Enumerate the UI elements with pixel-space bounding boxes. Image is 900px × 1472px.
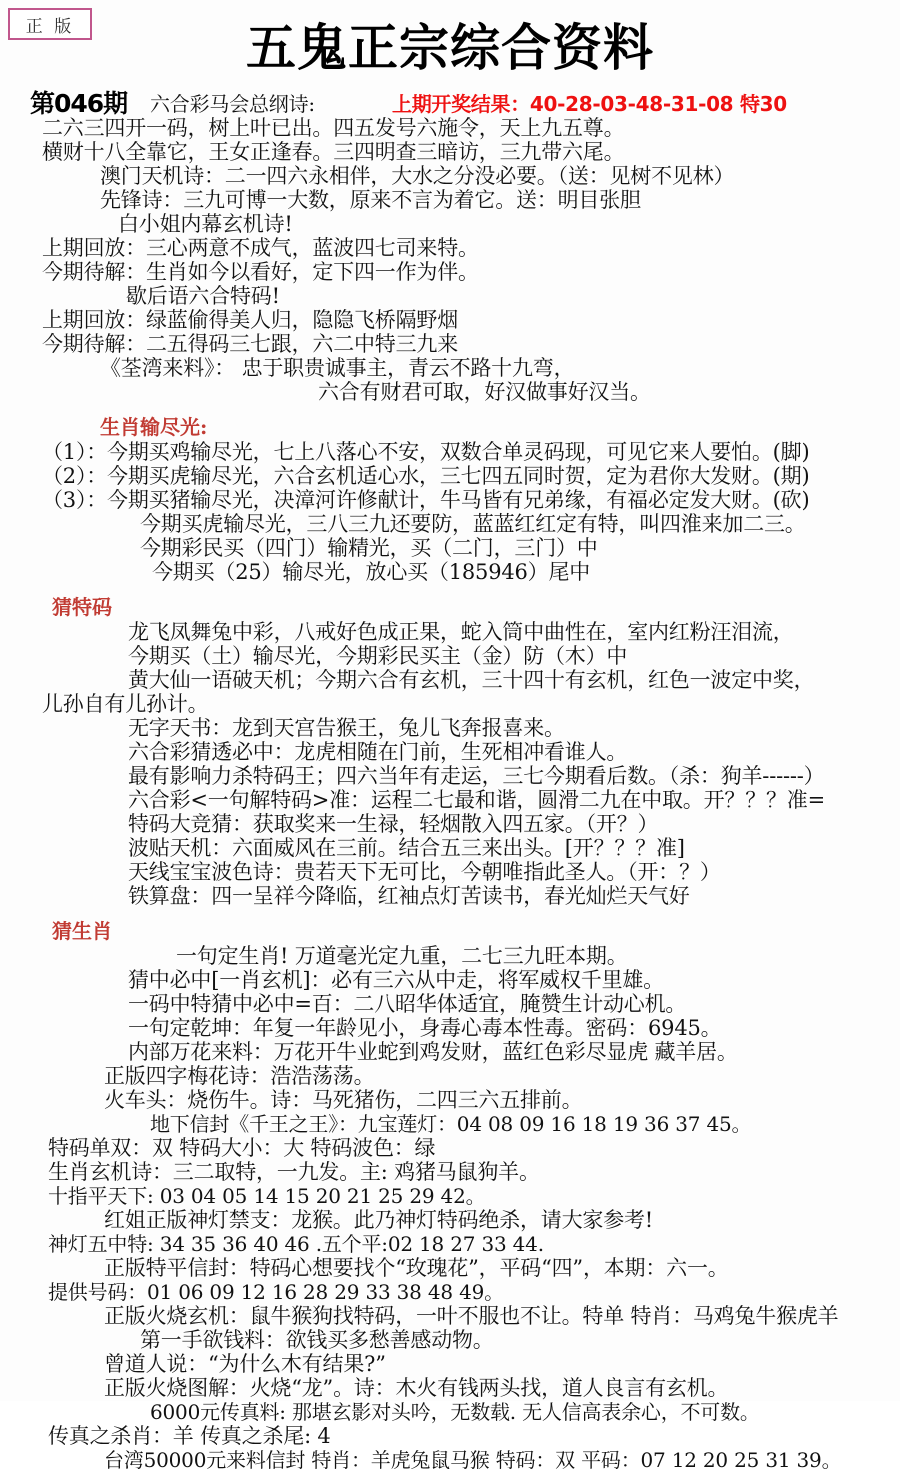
text-line: 最有影响力杀特码王；四六当年有走运，三七今期看后数。（杀：狗羊------） <box>128 764 825 788</box>
text-line: 特码单双：双 特码大小：大 特码波色：绿 <box>48 1136 436 1160</box>
text-line: 六合有财君可取，好汉做事好汉当。 <box>318 380 651 404</box>
text-line: 正版四字梅花诗：浩浩荡荡。 <box>104 1064 375 1088</box>
text-line: 一句定生肖! 万道毫光定九重，二七三九旺本期。 <box>176 944 628 968</box>
text-line: 六合彩马会总纲诗: <box>150 92 315 116</box>
text-line: 台湾50000元来料信封 特肖：羊虎兔鼠马猴 特码：双 平码：07 12 20 25 31 39。 <box>104 1448 842 1472</box>
text-line: 曾道人说：“为什么木有结果?” <box>104 1352 386 1376</box>
text-line: 第一手欲钱料：欲钱买多愁善感动物。 <box>140 1328 494 1352</box>
text-line: （3）：今期买猪输尽光，决漳河许修献计，牛马皆有兄弟缘，有福必定发大财。(砍) <box>42 488 810 512</box>
text-line: 横财十八全靠它，王女正逢春。三四明查三暗访，三九带六尾。 <box>42 140 625 164</box>
last-draw-result: 上期开奖结果：40-28-03-48-31-08 特30 <box>392 92 787 116</box>
text-line: 六合彩<一句解特码>准：运程二七最和谐，圆滑二九在中取。开？？？准= <box>128 788 825 812</box>
text-line: （1）：今期买鸡输尽光，七上八落心不安，双数合单灵码现，可见它来人要怕。(脚) <box>42 440 810 464</box>
text-line: 十指平天下: 03 04 05 14 15 20 21 25 29 42。 <box>48 1184 486 1208</box>
text-line: 一句定乾坤：年复一年龄见小，身毒心毒本性毒。密码：6945。 <box>128 1016 722 1040</box>
text-line: 一码中特猜中必中=百：二八昭华体适宜，腌赞生计动心机。 <box>128 992 687 1016</box>
section-spacer <box>0 908 900 918</box>
text-line: （2）：今期买虎输尽光，六合玄机适心水，三七四五同时贺，定为君你大发财。(期) <box>42 464 810 488</box>
text-line: 龙飞凤舞兔中彩，八戒好色成正果，蛇入筒中曲性在，室内红粉汪泪流， <box>128 620 794 644</box>
text-line: 今期买虎输尽光，三八三九还要防，蓝蓝红红定有特，叫四淮来加二三。 <box>140 512 806 536</box>
text-line: 传真之杀肖：羊 传真之杀尾: 4 <box>48 1424 331 1448</box>
text-line: 黄大仙一语破天机；今期六合有玄机，三十四十有玄机，红色一波定中奖， <box>128 668 815 692</box>
text-line: 天线宝宝波色诗：贵若天下无可比，今朝唯指此圣人。（开：？） <box>128 860 721 884</box>
section-heading-cai-tema: 猜特码 <box>52 595 112 619</box>
text-line: 内部万花来料：万花开牛业蛇到鸡发财，蓝红色彩尽显虎 藏羊居。 <box>128 1040 738 1064</box>
text-line: 今期待解：二五得码三七跟，六二中特三九来 <box>42 332 458 356</box>
text-line: 提供号码：01 06 09 12 16 28 29 33 38 48 49。 <box>48 1280 504 1304</box>
text-line: 澳门天机诗：二一四六永相伴，大水之分没必要。（送：见树不见林） <box>100 164 735 188</box>
section-heading-shengxiao-shujinguang: 生肖输尽光: <box>100 415 208 439</box>
section-heading-cai-shengxiao: 猜生肖 <box>52 919 112 943</box>
text-line: 二六三四开一码，树上叶已出。四五发号六施令，天上九五尊。 <box>42 116 625 140</box>
text-line: 正版火烧玄机：鼠牛猴狗找特码，一叶不服也不让。特单 特肖：马鸡兔牛猴虎羊 <box>104 1304 839 1328</box>
document-body <box>0 92 900 1472</box>
issue-number: 第046期 <box>30 89 128 118</box>
text-line: 铁算盘：四一呈祥今降临，红袖点灯苦读书，春光灿烂天气好 <box>128 884 690 908</box>
text-line: 火车头：烧伤牛。诗：马死猪伤，二四三六五排前。 <box>104 1088 583 1112</box>
text-line: 白小姐内幕玄机诗! <box>118 212 293 236</box>
text-line: 今期彩民买（四门）输精光，买（二门，三门）中 <box>140 536 598 560</box>
badge-label: 正 版 <box>25 16 75 37</box>
text-line: 今期待解：生肖如今以看好，定下四一作为伴。 <box>42 260 479 284</box>
text-line: 6000元传真料: 那堪玄影对头吟，无数载. 无人信高表余心，不可数。 <box>150 1400 760 1424</box>
text-line: 正版火烧图解：火烧“龙”。诗：木火有钱两头找，道人良言有玄机。 <box>104 1376 729 1400</box>
text-line: 《荃湾来料》： 忠于职贵诚事主，青云不路十九弯， <box>100 356 575 380</box>
text-line: 六合彩猜透必中：龙虎相随在门前，生死相冲看谁人。 <box>128 740 628 764</box>
text-line: 无字天书：龙到天宫告猴王，兔儿飞奔报喜来。 <box>128 716 565 740</box>
text-line: 儿孙自有儿孙计。 <box>42 692 209 716</box>
text-line: 歇后语六合特码! <box>126 284 280 308</box>
text-line: 地下信封《千王之王》：九宝莲灯：04 08 09 16 18 19 36 37 45。 <box>150 1112 752 1136</box>
section-spacer <box>0 584 900 594</box>
text-line: 神灯五中特: 34 35 36 40 46 .五个平:02 18 27 33 44. <box>48 1232 544 1256</box>
text-line: 先锋诗：三九可博一大数，原来不言为着它。送：明目张胆 <box>100 188 641 212</box>
text-line: 生肖玄机诗：三二取特，一九发。主: 鸡猪马鼠狗羊。 <box>48 1160 540 1184</box>
text-line: 正版特平信封：特码心想要找个“玫瑰花”，平码“四”，本期：六一。 <box>104 1256 729 1280</box>
text-line: 猜中必中[一肖玄机]：必有三六从中走，将军威权千里雄。 <box>128 968 664 992</box>
text-line: 上期回放：三心两意不成气，蓝波四七司来特。 <box>42 236 479 260</box>
section-spacer <box>0 404 900 414</box>
text-line: 红姐正版神灯禁支：龙猴。此乃神灯特码绝杀，请大家参考! <box>104 1208 654 1232</box>
text-line: 上期回放：绿蓝偷得美人归，隐隐飞桥隔野烟 <box>42 308 458 332</box>
text-line: 波贴天机：六面威风在三前。结合五三来出头。[开？？？准] <box>128 836 685 860</box>
page-title: 五鬼正宗综合资料 <box>246 18 654 77</box>
text-line: 今期买（25）输尽光，放心买（185946）尾中 <box>152 560 591 584</box>
text-line: 特码大竞猜：获取奖来一生禄，轻烟散入四五家。（开？） <box>128 812 659 836</box>
text-line: 今期买（土）输尽光，今期彩民买主（金）防（木）中 <box>128 644 628 668</box>
